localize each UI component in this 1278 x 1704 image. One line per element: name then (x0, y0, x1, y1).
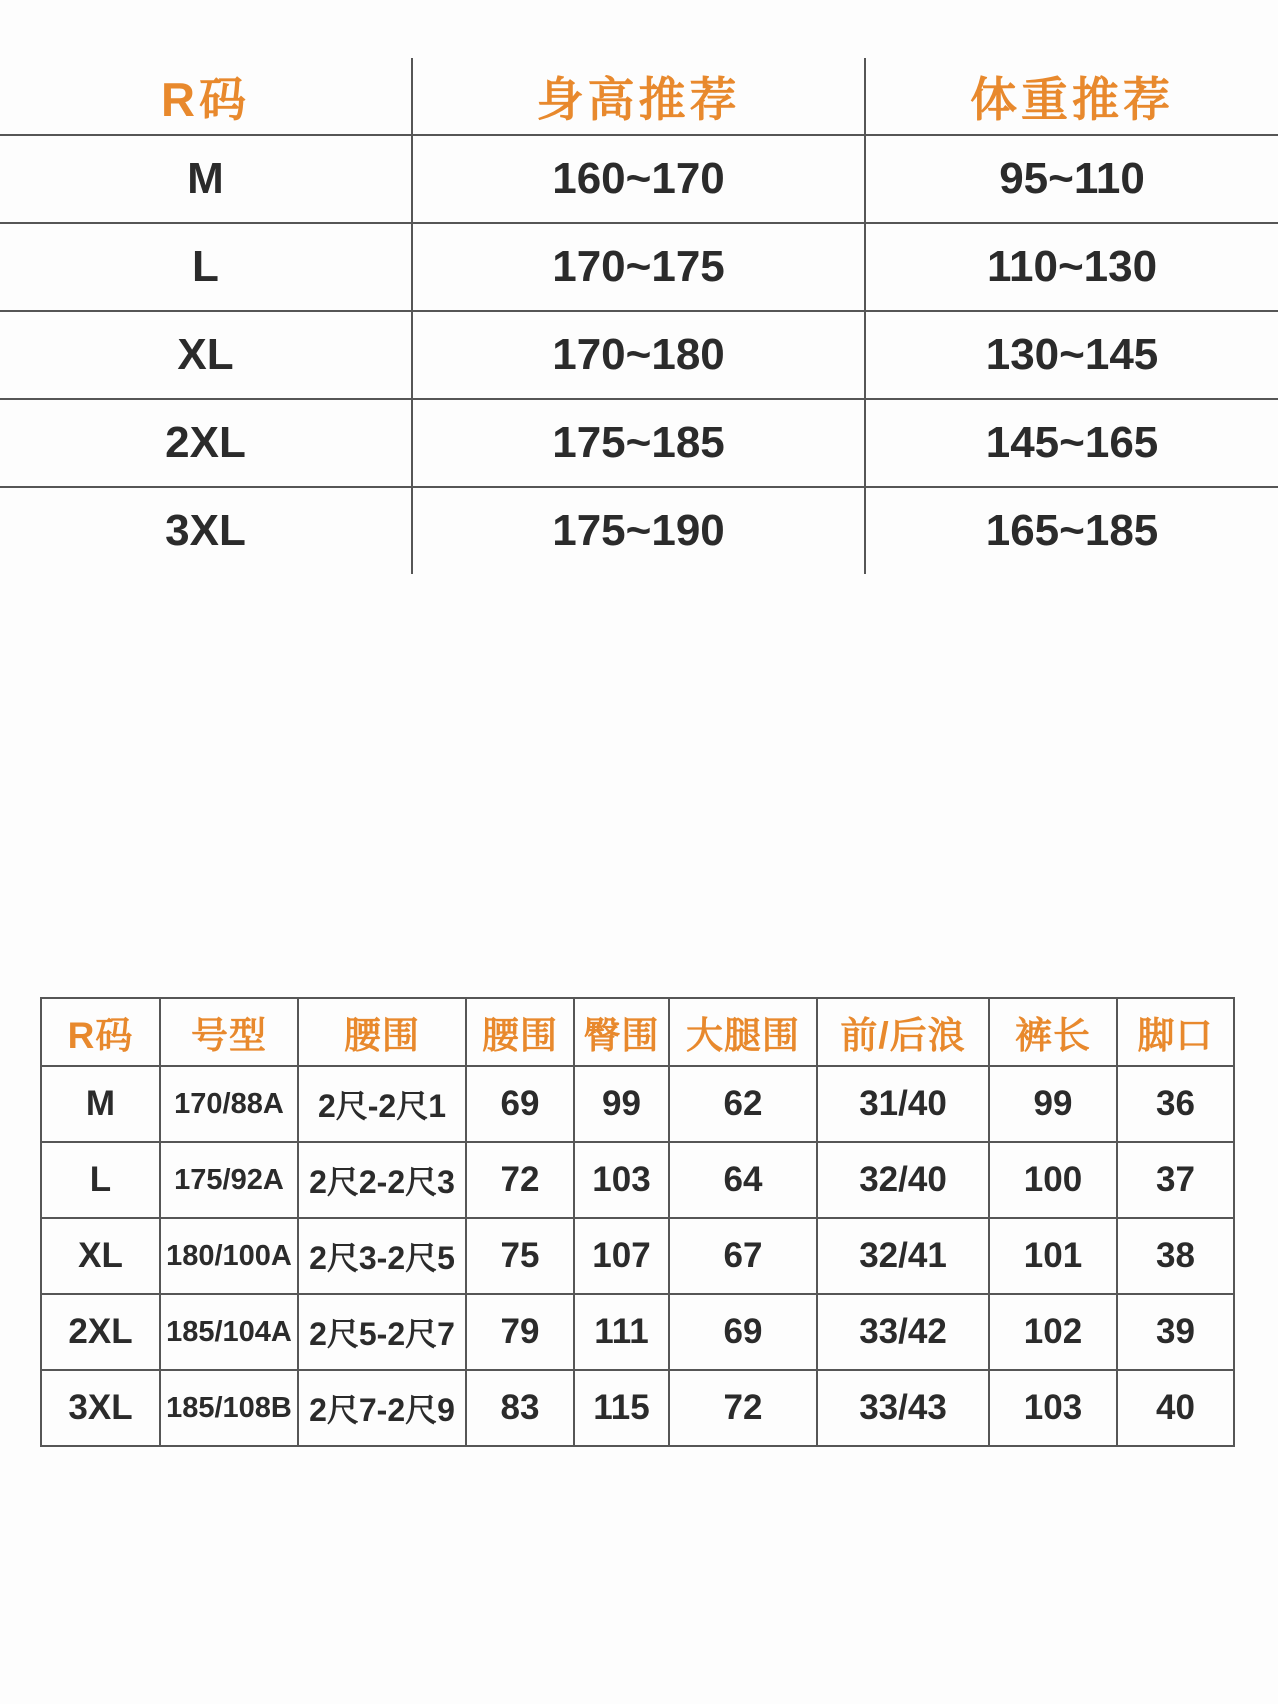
cell-waist-cm: 72 (466, 1142, 574, 1218)
cell-rise: 32/40 (817, 1142, 989, 1218)
cell-size: M (0, 135, 412, 223)
cell-leg-opening: 36 (1117, 1066, 1234, 1142)
column-header-height: 身高推荐 (412, 58, 865, 135)
cell-leg-opening: 38 (1117, 1218, 1234, 1294)
cell-leg-opening: 40 (1117, 1370, 1234, 1446)
column-header-leg-opening: 脚口 (1117, 998, 1234, 1066)
cell-size: 2XL (41, 1294, 160, 1370)
cell-rise: 32/41 (817, 1218, 989, 1294)
measurement-table (40, 997, 1235, 1447)
cell-hip: 99 (574, 1066, 669, 1142)
cell-thigh: 69 (669, 1294, 817, 1370)
cell-height-range: 160~170 (412, 135, 865, 223)
column-header-weight: 体重推荐 (865, 58, 1278, 135)
table-row (0, 311, 1278, 399)
cell-weight-range: 130~145 (865, 311, 1278, 399)
cell-height-range: 175~190 (412, 487, 865, 574)
cell-size: M (41, 1066, 160, 1142)
cell-waist-chi: 2尺-2尺1 (298, 1066, 466, 1142)
column-header-size: R码 (0, 58, 412, 135)
column-header-size: R码 (41, 998, 160, 1066)
cell-pants-length: 102 (989, 1294, 1117, 1370)
cell-size: 3XL (0, 487, 412, 574)
cell-size: L (41, 1142, 160, 1218)
table-header-row (0, 58, 1278, 135)
cell-size: XL (41, 1218, 160, 1294)
cell-waist-chi: 2尺3-2尺5 (298, 1218, 466, 1294)
cell-leg-opening: 39 (1117, 1294, 1234, 1370)
cell-hip: 107 (574, 1218, 669, 1294)
cell-weight-range: 95~110 (865, 135, 1278, 223)
column-header-spec: 号型 (160, 998, 298, 1066)
column-header-rise: 前/后浪 (817, 998, 989, 1066)
cell-size: 2XL (0, 399, 412, 487)
cell-height-range: 170~175 (412, 223, 865, 311)
cell-size: XL (0, 311, 412, 399)
cell-weight-range: 165~185 (985, 506, 1159, 555)
column-header-waist-cm: 腰围 (466, 998, 574, 1066)
cell-waist-cm: 69 (466, 1066, 574, 1142)
cell-weight-range: 145~165 (865, 399, 1278, 487)
cell-spec: 175/92A (160, 1142, 298, 1218)
column-header-hip: 臀围 (574, 998, 669, 1066)
column-header-waist-chi: 腰围 (298, 998, 466, 1066)
cell-hip: 111 (574, 1294, 669, 1370)
cell-spec: 185/108B (160, 1370, 298, 1446)
column-header-thigh: 大腿围 (669, 998, 817, 1066)
cell-thigh: 67 (669, 1218, 817, 1294)
cell-waist-chi: 2尺2-2尺3 (298, 1142, 466, 1218)
cell-waist-cm: 79 (466, 1294, 574, 1370)
table-row (41, 1142, 1234, 1218)
cell-pants-length: 99 (989, 1066, 1117, 1142)
cell-waist-chi: 2尺7-2尺9 (298, 1370, 466, 1446)
cell-waist-chi: 2尺5-2尺7 (298, 1294, 466, 1370)
table-row (0, 135, 1278, 223)
column-header-pants-length: 裤长 (989, 998, 1117, 1066)
cell-leg-opening: 37 (1117, 1142, 1234, 1218)
cell-pants-length: 103 (989, 1370, 1117, 1446)
table-row (0, 487, 1278, 574)
cell-spec: 170/88A (160, 1066, 298, 1142)
cell-size: 3XL (41, 1370, 160, 1446)
table-row (41, 1370, 1234, 1446)
cell-size: L (0, 223, 412, 311)
cell-height-range: 175~185 (412, 399, 865, 487)
table-row (0, 399, 1278, 487)
cell-hip: 103 (574, 1142, 669, 1218)
cell-pants-length: 101 (989, 1218, 1117, 1294)
cell-thigh: 72 (669, 1370, 817, 1446)
table-row (0, 223, 1278, 311)
cell-spec: 180/100A (160, 1218, 298, 1294)
cell-waist-cm: 75 (466, 1218, 574, 1294)
cell-spec: 185/104A (160, 1294, 298, 1370)
cell-thigh: 64 (669, 1142, 817, 1218)
cell-rise: 31/40 (817, 1066, 989, 1142)
table-header-row (41, 998, 1234, 1066)
cell-pants-length: 100 (989, 1142, 1117, 1218)
cell-rise: 33/42 (817, 1294, 989, 1370)
cell-weight-range: 110~130 (865, 223, 1278, 311)
cell-hip: 115 (574, 1370, 669, 1446)
table-row (41, 1294, 1234, 1370)
cell-thigh: 62 (669, 1066, 817, 1142)
cell-rise: 33/43 (817, 1370, 989, 1446)
cell-height-range: 170~180 (412, 311, 865, 399)
table-row (41, 1218, 1234, 1294)
size-recommendation-table (0, 58, 1278, 574)
cell-waist-cm: 83 (466, 1370, 574, 1446)
table-row (41, 1066, 1234, 1142)
